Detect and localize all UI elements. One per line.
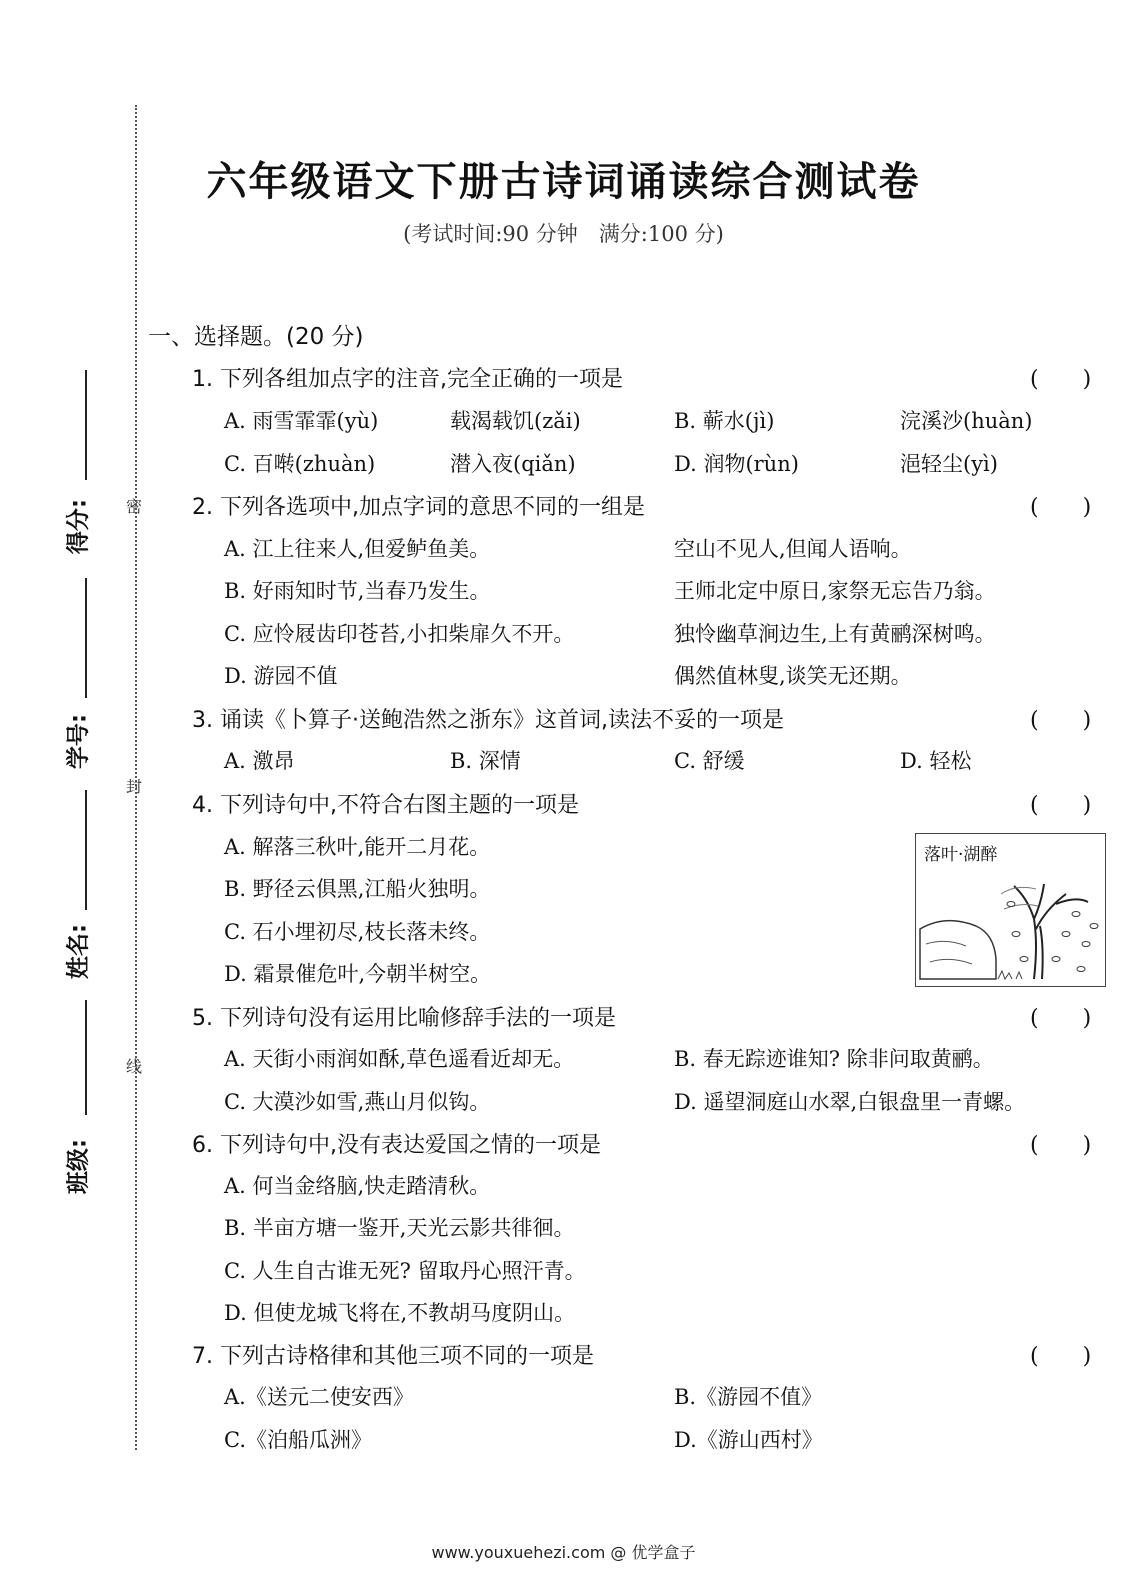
q2-option-b2: 王师北定中原日,家祭无忘告乃翁。 (674, 579, 996, 603)
q6-option-a: A. 何当金络脑,快走踏清秋。 (224, 1174, 491, 1198)
student-id-blank-line (85, 578, 87, 698)
score-label: 得分: (65, 498, 92, 555)
q3-option-a: A. 激昂 (224, 749, 295, 773)
q2-option-a1: A. 江上往来人,但爱鲈鱼美。 (224, 537, 491, 561)
q2-option-c1: C. 应怜屐齿印苍苔,小扣柴扉久不开。 (224, 622, 575, 646)
q4-option-c: C. 石小埋初尽,枝长落未终。 (224, 920, 491, 944)
question-5-answer-blank[interactable]: ( ) (1030, 1006, 1092, 1031)
question-3-answer-blank[interactable]: ( ) (1030, 708, 1092, 733)
q6-option-b: B. 半亩方塘一鉴开,天光云影共徘徊。 (224, 1216, 575, 1240)
q6-option-c: C. 人生自古谁无死? 留取丹心照汗青。 (224, 1259, 586, 1283)
q3-option-c: C. 舒缓 (674, 749, 745, 773)
q5-option-b: B. 春无踪迹谁知? 除非问取黄鹂。 (674, 1047, 994, 1071)
question-2-stem: 2. 下列各选项中,加点字词的意思不同的一组是 (192, 495, 645, 520)
q7-option-d: D.《游山西村》 (674, 1428, 823, 1452)
falling-leaves-tree-drawing (916, 834, 1105, 986)
exam-info: (考试时间:90 分钟 满分:100 分) (403, 222, 724, 246)
question-6-answer-blank[interactable]: ( ) (1030, 1133, 1092, 1158)
q1-option-a2: 载渴载饥(zǎi) (450, 409, 581, 433)
figure-caption: 落叶·湖醉 (924, 845, 998, 865)
question-6-stem: 6. 下列诗句中,没有表达爱国之情的一项是 (192, 1133, 601, 1158)
seal-feng: 封 (126, 777, 143, 796)
q1-option-c2: 潜入夜(qiǎn) (450, 452, 576, 476)
q1-option-c1: C. 百啭(zhuàn) (224, 452, 376, 476)
q1-option-d2: 浥轻尘(yì) (900, 452, 998, 476)
q4-illustration (915, 833, 1106, 987)
q4-option-b: B. 野径云俱黑,江船火独明。 (224, 877, 491, 901)
q4-option-d: D. 霜景催危叶,今朝半树空。 (224, 962, 492, 986)
question-7-stem: 7. 下列古诗格律和其他三项不同的一项是 (192, 1344, 594, 1369)
question-3-stem: 3. 诵读《卜算子·送鲍浩然之浙东》这首词,读法不妥的一项是 (192, 708, 784, 733)
question-4-answer-blank[interactable]: ( ) (1030, 793, 1092, 818)
name-label: 姓名: (65, 923, 92, 980)
question-5-stem: 5. 下列诗句没有运用比喻修辞手法的一项是 (192, 1006, 616, 1031)
q7-option-a: A.《送元二使安西》 (224, 1385, 414, 1409)
q1-option-b1: B. 蕲水(jì) (674, 409, 775, 433)
q1-option-b2: 浣溪沙(huàn) (900, 409, 1033, 433)
name-blank-line (85, 790, 87, 910)
q5-option-d: D. 遥望洞庭山水翠,白银盘里一青螺。 (674, 1090, 1026, 1114)
student-id-label: 学号: (65, 713, 92, 770)
question-2-answer-blank[interactable]: ( ) (1030, 495, 1092, 520)
score-blank-line (85, 370, 87, 480)
footer-watermark: www.youxuehezi.com @ 优学盒子 (431, 1543, 696, 1562)
question-4-stem: 4. 下列诗句中,不符合右图主题的一项是 (192, 793, 579, 818)
q2-option-d2: 偶然值林叟,谈笑无还期。 (674, 664, 912, 688)
section-title: 一、选择题。(20 分) (148, 324, 364, 350)
class-blank-line (85, 1000, 87, 1115)
q2-option-a2: 空山不见人,但闻人语响。 (674, 537, 912, 561)
seal-xian: 线 (126, 1057, 143, 1076)
q2-option-c2: 独怜幽草涧边生,上有黄鹂深树鸣。 (674, 622, 996, 646)
question-1-answer-blank[interactable]: ( ) (1030, 367, 1092, 392)
q3-option-d: D. 轻松 (900, 749, 972, 773)
q1-option-d1: D. 润物(rùn) (674, 452, 799, 476)
page-title: 六年级语文下册古诗词诵读综合测试卷 (206, 159, 921, 205)
question-7-answer-blank[interactable]: ( ) (1030, 1344, 1092, 1369)
q5-option-a: A. 天街小雨润如酥,草色遥看近却无。 (224, 1047, 575, 1071)
seal-mi: 密 (126, 497, 143, 516)
q1-option-a1: A. 雨雪霏霏(yù) (224, 409, 379, 433)
q6-option-d: D. 但使龙城飞将在,不教胡马度阴山。 (224, 1301, 576, 1325)
class-label: 班级: (65, 1138, 92, 1195)
q4-option-a: A. 解落三秋叶,能开二月花。 (224, 835, 491, 859)
q3-option-b: B. 深情 (450, 749, 521, 773)
q5-option-c: C. 大漠沙如雪,燕山月似钩。 (224, 1090, 491, 1114)
q7-option-c: C.《泊船瓜洲》 (224, 1428, 372, 1452)
q7-option-b: B.《游园不值》 (674, 1385, 823, 1409)
question-1-stem: 1. 下列各组加点字的注音,完全正确的一项是 (192, 367, 623, 392)
q2-option-b1: B. 好雨知时节,当春乃发生。 (224, 579, 491, 603)
q2-option-d1: D. 游园不值 (224, 664, 338, 688)
